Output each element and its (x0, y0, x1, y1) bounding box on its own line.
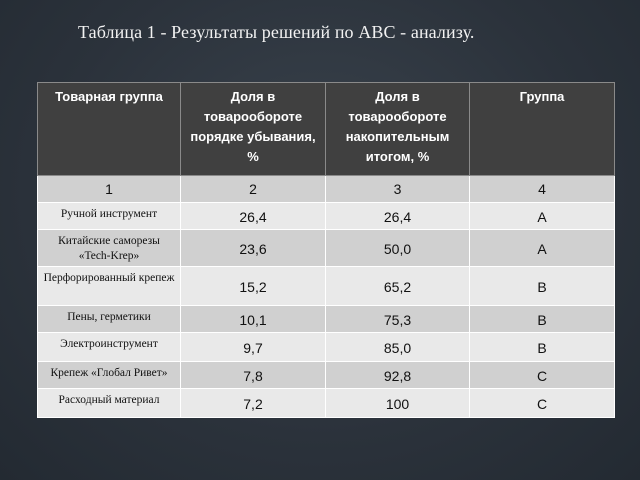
group-value: А (470, 230, 615, 267)
product-group-name: Электроинструмент (38, 333, 181, 362)
column-number: 1 (38, 176, 181, 203)
table-row (38, 306, 615, 333)
product-group-name: Крепеж «Глобал Ривет» (38, 362, 181, 389)
column-number: 4 (470, 176, 615, 203)
group-value: С (470, 362, 615, 389)
group-value: А (470, 203, 615, 230)
share-value: 9,7 (181, 333, 326, 362)
table-row (38, 230, 615, 267)
product-group-name: Расходный материал (38, 389, 181, 418)
cumulative-value: 26,4 (326, 203, 470, 230)
table-row (38, 333, 615, 362)
group-value: В (470, 306, 615, 333)
product-group-name: Китайские саморезы «Tech-Krep» (38, 230, 181, 267)
share-value: 15,2 (181, 267, 326, 306)
share-value: 26,4 (181, 203, 326, 230)
share-value: 23,6 (181, 230, 326, 267)
cumulative-value: 85,0 (326, 333, 470, 362)
product-group-name: Пены, герметики (38, 306, 181, 333)
header-group: Группа (470, 83, 615, 176)
share-value: 7,2 (181, 389, 326, 418)
table-row (38, 362, 615, 389)
group-value: С (470, 389, 615, 418)
header-product-group: Товарная группа (38, 83, 181, 176)
header-share-descending: Доля в товарообороте порядке убывания, % (181, 83, 326, 176)
column-number-row (38, 176, 615, 203)
column-number: 2 (181, 176, 326, 203)
share-value: 10,1 (181, 306, 326, 333)
table-row (38, 389, 615, 418)
cumulative-value: 100 (326, 389, 470, 418)
column-number: 3 (326, 176, 470, 203)
group-value: В (470, 333, 615, 362)
table-header-row (38, 83, 615, 176)
cumulative-value: 92,8 (326, 362, 470, 389)
header-share-cumulative: Доля в товарообороте накопительным итогом, % (326, 83, 470, 176)
table-row (38, 203, 615, 230)
abc-analysis-table (37, 82, 615, 418)
product-group-name: Перфорированный крепеж (38, 267, 181, 306)
cumulative-value: 75,3 (326, 306, 470, 333)
table-row (38, 267, 615, 306)
group-value: В (470, 267, 615, 306)
product-group-name: Ручной инструмент (38, 203, 181, 230)
cumulative-value: 50,0 (326, 230, 470, 267)
share-value: 7,8 (181, 362, 326, 389)
page-title: Таблица 1 - Результаты решений по ABC - анализу. (78, 22, 475, 42)
cumulative-value: 65,2 (326, 267, 470, 306)
